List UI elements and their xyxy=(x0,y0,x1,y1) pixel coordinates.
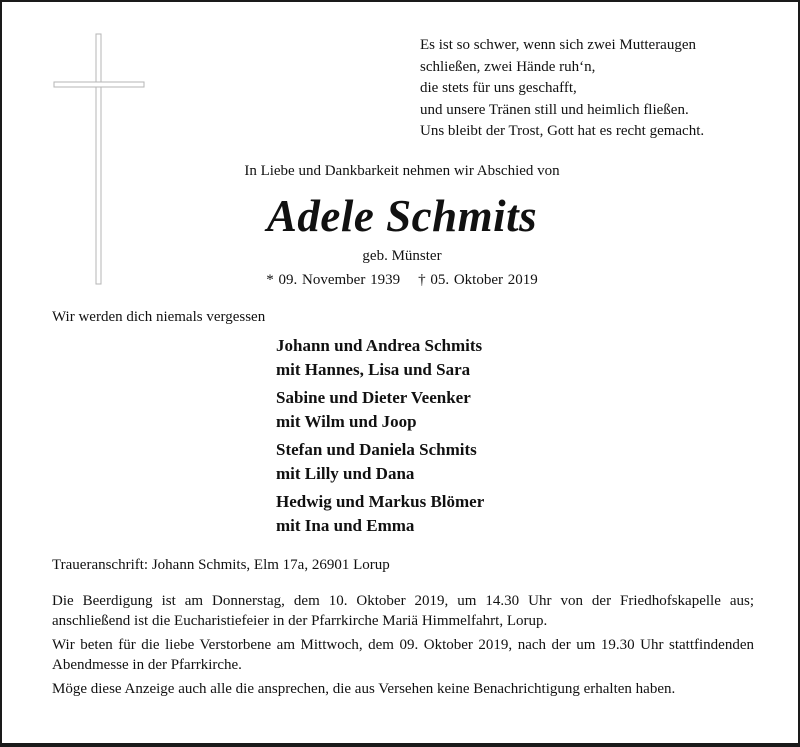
family-group xyxy=(276,490,484,537)
poem xyxy=(420,35,704,143)
birth-date: * 09. November 1939 xyxy=(266,272,401,288)
poem-line: Uns bleibt der Trost, Gott hat es recht gemacht. xyxy=(420,123,705,139)
family-group xyxy=(276,438,484,485)
family-group xyxy=(276,386,484,433)
family-children: mit Hannes, Lisa und Sara xyxy=(276,359,471,379)
family-children: mit Ina und Emma xyxy=(276,515,415,535)
family-children: mit Wilm und Joop xyxy=(276,411,417,431)
death-date: † 05. Oktober 2019 xyxy=(418,272,538,288)
poem-line: schließen, zwei Hände ruh‘n, xyxy=(420,58,596,75)
family-group xyxy=(276,334,484,381)
deceased-name: Adele Schmits xyxy=(266,191,538,241)
family-members: Johann und Andrea Schmits xyxy=(276,336,483,355)
family-list xyxy=(276,334,484,542)
family-members: Stefan und Daniela Schmits xyxy=(276,440,477,459)
prayer-note: Wir beten für die liebe Verstorbene am Mittwoch, dem 09. Oktober 2019, nach der um 19.30 Uhr stattfindenden Abendmesse in der Pfarrkirche. xyxy=(52,637,754,673)
family-members: Hedwig und Markus Blömer xyxy=(276,492,485,511)
birth-name: geb. Münster xyxy=(362,248,442,264)
poem-line: und unsere Tränen still und heimlich fließen. xyxy=(420,101,689,118)
poem-line: Es ist so schwer, wenn sich zwei Mutteraugen xyxy=(420,37,696,53)
farewell-text: Wir werden dich niemals vergessen xyxy=(52,309,266,325)
mourning-address: Traueranschrift: Johann Schmits, Elm 17a, 26901 Lorup xyxy=(52,557,390,573)
intro-text: In Liebe und Dankbarkeit nehmen wir Abschied von xyxy=(244,163,560,179)
funeral-note: Die Beerdigung ist am Donnerstag, dem 10. Oktober 2019, um 14.30 Uhr von der Friedhofskapelle aus; anschließend ist die Eucharistiefeier in der Pfarrkirche Mariä Himmelfahrt, Lorup. xyxy=(52,593,754,629)
notification-note: Möge diese Anzeige auch alle die ansprechen, die aus Versehen keine Benachrichtigung erhalten haben. xyxy=(52,681,676,697)
life-dates xyxy=(2,272,800,289)
family-members: Sabine und Dieter Veenker xyxy=(276,388,471,407)
family-children: mit Lilly und Dana xyxy=(276,463,415,483)
poem-line: die stets für uns geschafft, xyxy=(420,80,577,96)
service-notes xyxy=(52,592,754,705)
